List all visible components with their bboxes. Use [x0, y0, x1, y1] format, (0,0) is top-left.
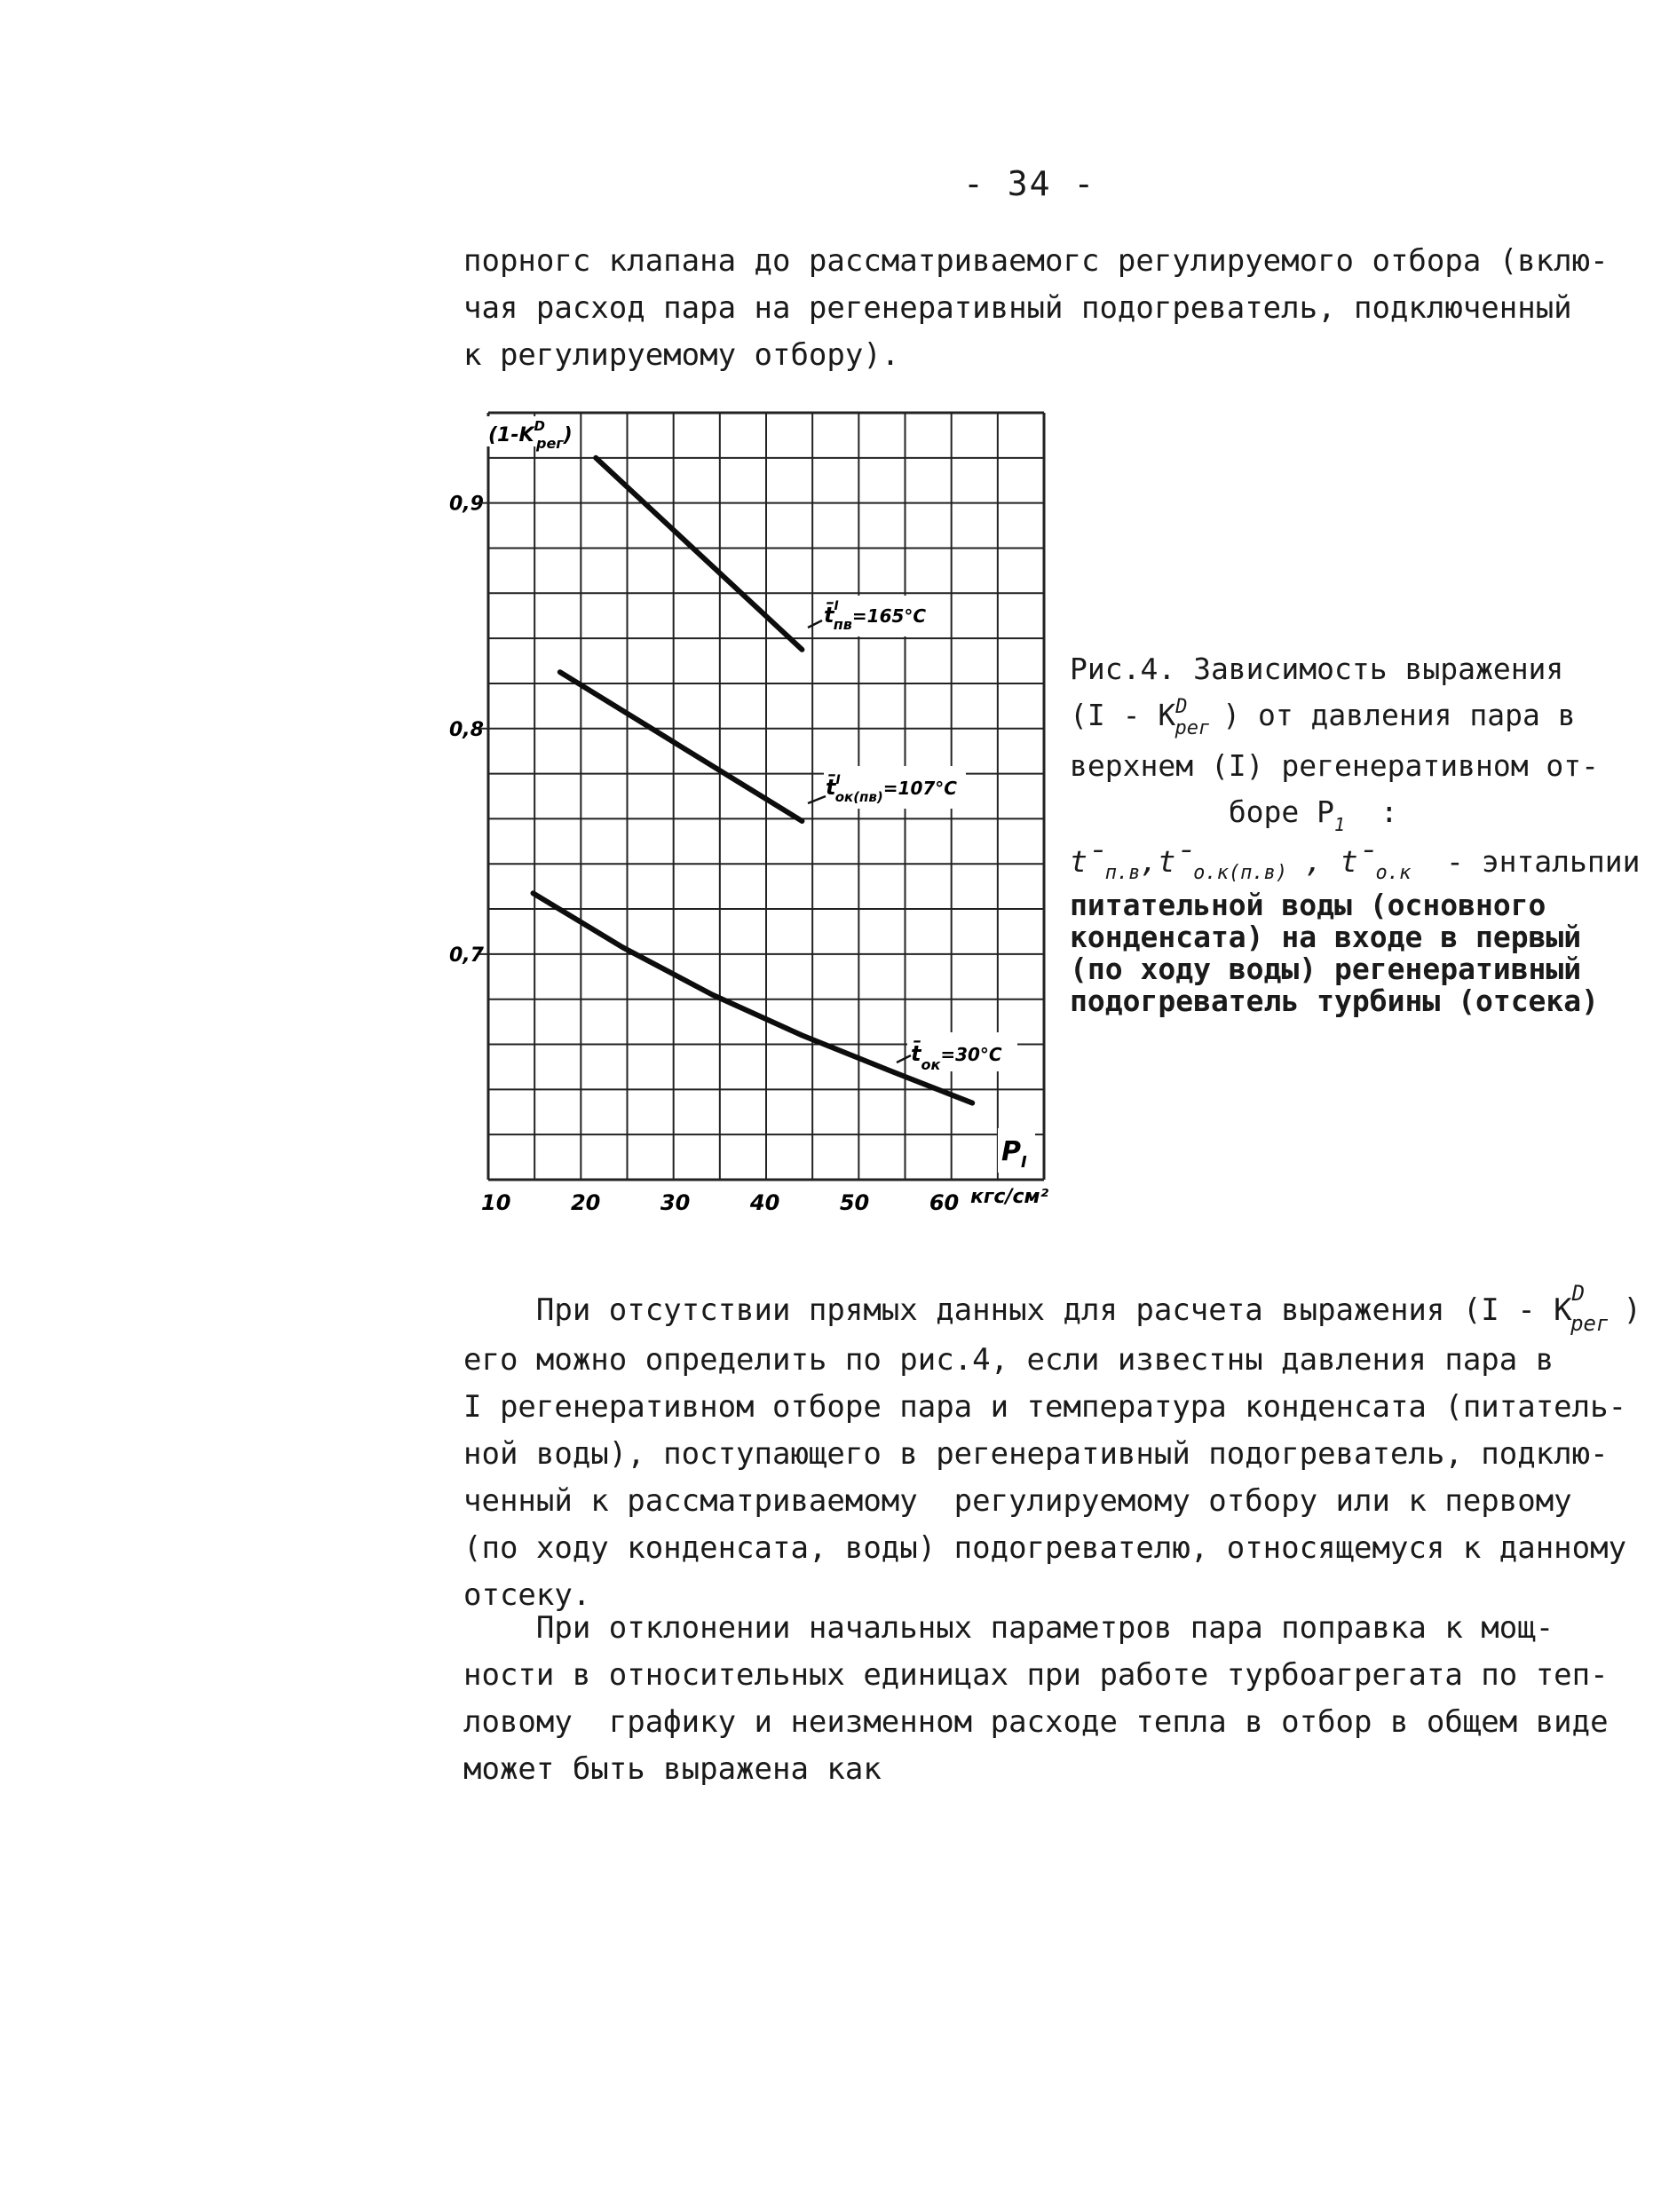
caption-sub-reg: рег — [1174, 717, 1211, 739]
svg-text:t̄Iок(пв)=107°C: t̄$^I$ ок(пв)$^{=107^\circ C}$ — [826, 773, 957, 805]
text-line: ловому графику и неизменном расходе тепла в отбор в общем виде — [463, 1704, 1609, 1740]
caption-sup-d: D — [1175, 696, 1188, 718]
caption-line: (по ходу воды) регенеративный — [1070, 952, 1582, 986]
caption-comma: , — [1140, 844, 1159, 879]
y-tick-label: 0,7 — [449, 944, 484, 967]
text-line: отсеку. — [463, 1577, 591, 1613]
text-line: может быть выражена как — [463, 1751, 882, 1787]
expr-close: ) — [1623, 1292, 1641, 1328]
caption-comma: , — [1304, 844, 1323, 879]
figure-chart — [417, 395, 1092, 1247]
page-number: - 34 - — [963, 164, 1096, 203]
text-line: ченный к рассматриваемому регулируемому отбору или к первому — [463, 1483, 1572, 1519]
caption-line: конденсата) на входе в первый — [1070, 920, 1582, 954]
caption-sub-ok-pv: о.к(п.в) — [1193, 862, 1288, 884]
svg-text:t̄Iпв=165°C: t̄$^I$ $пв^{=165^\circ C}$ — [824, 599, 927, 633]
figure-caption — [1070, 646, 1641, 1017]
caption-sub-pv: п.в — [1104, 862, 1141, 884]
x-tick-label: 60 — [929, 1190, 960, 1215]
paragraph-middle — [463, 1281, 1641, 1619]
x-tick-label: 10 — [481, 1190, 511, 1215]
expr-sup: D — [1571, 1281, 1586, 1306]
caption-t-ok: t̄ — [1340, 844, 1376, 879]
caption-line: верхнем (I) регенеративном от- — [1070, 748, 1600, 783]
y-axis-label — [486, 416, 579, 452]
annotation-tok — [897, 1032, 1017, 1073]
caption-t-ok-pv: t̄ — [1158, 844, 1194, 879]
text-line: При отклонении начальных параметров пара поправка к мощ- — [463, 1610, 1554, 1646]
x-tick-label: 30 — [660, 1190, 691, 1215]
svg-text:(1-KDрег): ($1-K^D$ рег) — [488, 418, 573, 452]
annotation-tok-pv — [808, 766, 966, 809]
caption-line: Рис.4. Зависимость выражения — [1070, 652, 1564, 686]
text-line: (по ходу конденсата, воды) подогревателю, относящемуся к данному — [463, 1530, 1627, 1566]
x-tick-label: 40 — [749, 1190, 780, 1215]
caption-line: подогреватель турбины (отсека) — [1070, 984, 1600, 1018]
x-axis-unit: кгс/см² — [970, 1186, 1049, 1208]
x-tick-label: 50 — [839, 1190, 870, 1215]
caption-line: питательной воды (основного — [1070, 888, 1546, 922]
caption-line: ) от давления пара в — [1222, 698, 1576, 732]
paragraph-top — [463, 238, 1609, 379]
text-line: к регулируемому отбору). — [463, 337, 900, 373]
paragraph-bottom — [463, 1605, 1609, 1793]
annotation-tpv — [808, 596, 939, 636]
svg-text:t̄ок=30°C: $t̄_{ок}^{=30^\circ C}$ — [911, 1041, 1002, 1073]
svg-text:PI: $P_I$ — [1001, 1136, 1027, 1172]
text-line: чая расход пара на регенеративный подогреватель, подключенный — [463, 290, 1572, 326]
caption-line: : — [1380, 794, 1398, 829]
text-line: ной воды), поступающего в регенеративный подогреватель, подклю- — [463, 1436, 1609, 1472]
x-axis-symbol — [998, 1128, 1035, 1173]
text-line: ности в относительных единицах при работе турбоагрегата по теп- — [463, 1657, 1609, 1693]
y-tick-label: 0,8 — [449, 718, 484, 741]
x-tick-label: 20 — [570, 1190, 601, 1215]
expr-sub: рег — [1570, 1311, 1610, 1336]
caption-sub-ok: о.к — [1375, 862, 1412, 884]
text-line: При отсутствии прямых данных для расчета выражения (I - K — [463, 1292, 1572, 1328]
text-line: I регенеративном отборе пара и температура конденсата (питатель- — [463, 1389, 1627, 1425]
y-tick-label: 0,9 — [449, 493, 484, 516]
caption-line: (I - K — [1070, 698, 1176, 732]
caption-sub-1: 1 — [1334, 814, 1346, 835]
text-line: его можно определить по рис.4, если известны давления пара в — [463, 1342, 1554, 1378]
series-line-3 — [534, 893, 973, 1102]
caption-t-pv: t̄ — [1070, 844, 1105, 879]
text-line: порногс клапана до рассматриваемогс регулируемого отбора (вклю- — [463, 243, 1609, 279]
chart-svg — [417, 395, 1092, 1247]
caption-line: - энтальпии — [1445, 844, 1641, 879]
caption-line: боре P — [1228, 794, 1335, 829]
